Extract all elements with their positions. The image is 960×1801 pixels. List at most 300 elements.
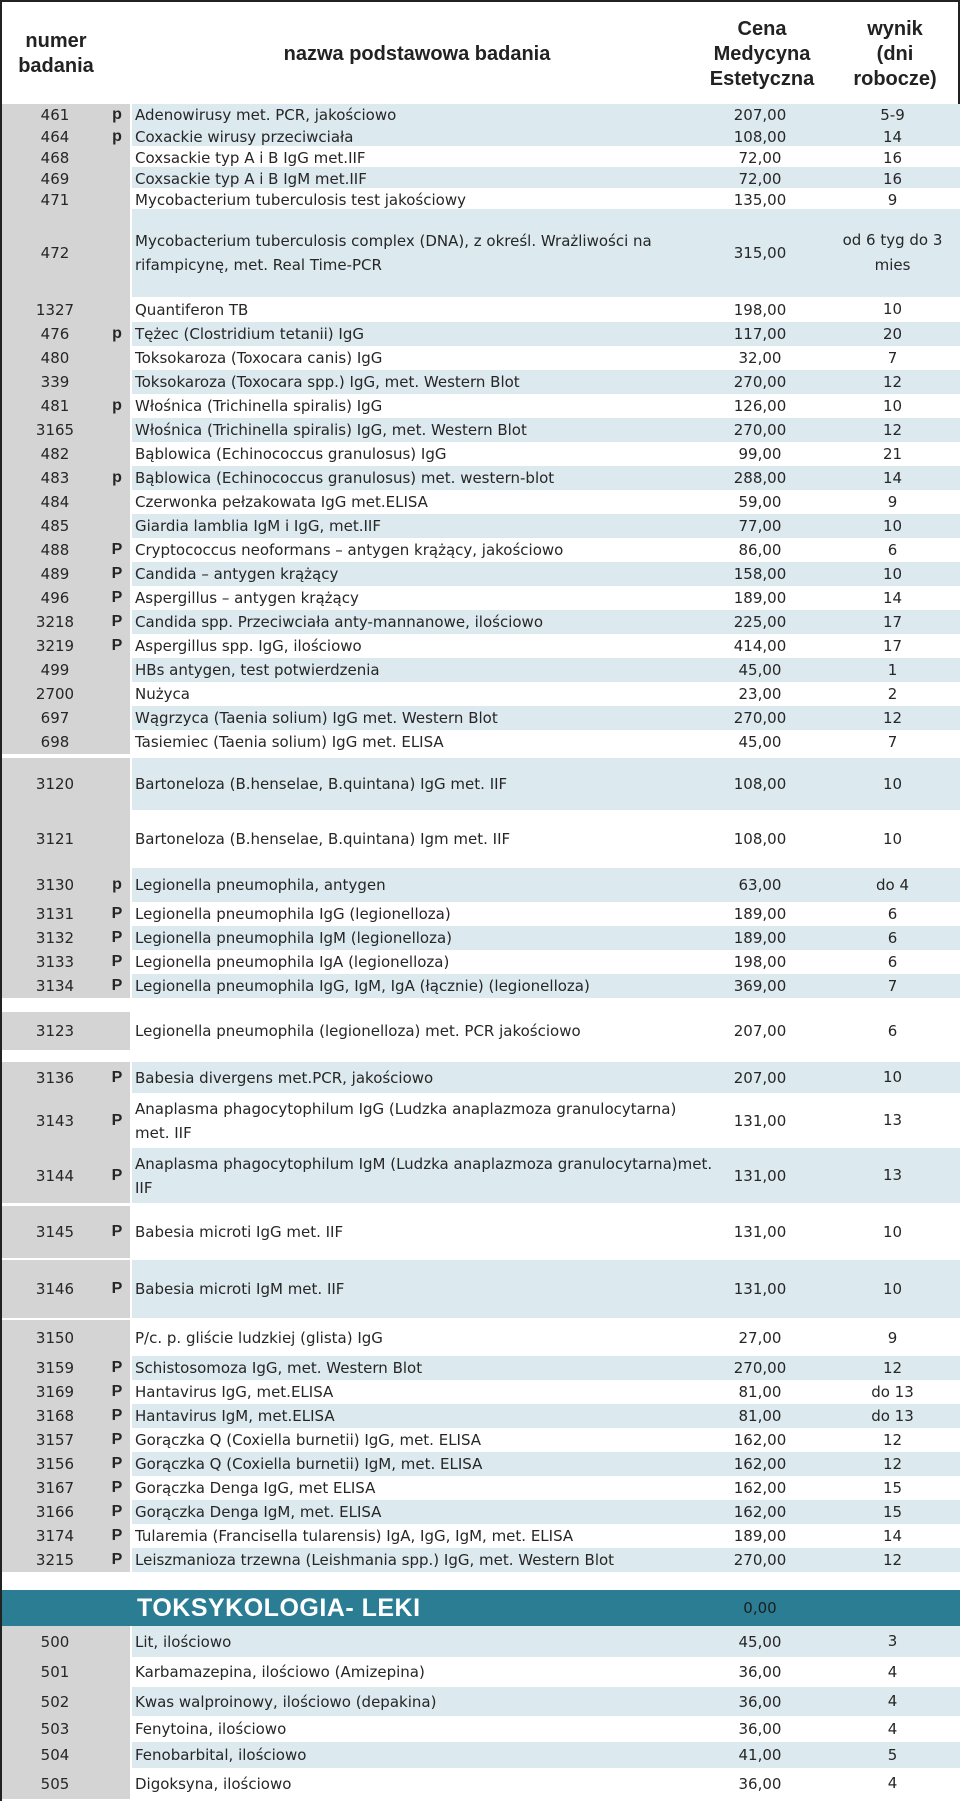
result-days: 10 [882,516,903,535]
row-number: 3123 [35,1022,75,1040]
row-number: 469 [40,170,70,188]
row-flag: P [111,1551,123,1568]
table-row [0,297,960,322]
test-name: Legionella pneumophila IgA (legionelloza) [135,953,450,971]
result-days: od 6 tyg do 3 mies [842,231,943,274]
result-days: 5-9 [880,105,905,124]
price-cell: 131,00 [733,1111,787,1130]
result-days: do 4 [875,875,909,894]
table-row [0,370,960,394]
table-row [0,1260,960,1318]
price-cell: 207,00 [733,106,787,124]
test-name: Nużyca [135,685,190,703]
price-cell: 59,00 [738,493,782,511]
test-name: Digoksyna, ilościowo [135,1774,292,1793]
test-name: Kwas walproinowy, ilościowo (depakina) [135,1692,437,1711]
table-row [0,1626,960,1657]
result-days: 6 [887,928,898,947]
result-days: 4 [887,1662,898,1681]
row-number: 3143 [35,1111,75,1130]
test-name: Bartoneloza (B.henselae, B.quintana) Igm met. IIF [135,830,511,848]
test-name: Tularemia (Francisella tularensis) IgA, IgG, IgM, met. ELISA [135,1527,574,1545]
result-days: 10 [882,1222,903,1241]
row-number: 499 [40,661,70,679]
price-cell: 270,00 [733,1551,787,1569]
row-number: 3130 [35,876,75,894]
row-flag: P [111,565,123,582]
row-number: 480 [40,349,70,367]
price-cell: 81,00 [738,1383,782,1401]
table-row [0,1093,960,1148]
row-number: 697 [40,709,70,727]
price-cell: 45,00 [738,1632,782,1651]
section-price: 0,00 [743,1599,777,1617]
table-row [0,950,960,974]
table-row [0,1380,960,1404]
row-flag: P [111,1166,123,1184]
test-name: Candida spp. Przeciwciała anty-mannanowe, ilościowo [135,613,543,631]
test-name: Babesia microti IgG met. IIF [135,1223,344,1241]
section-banner [0,1590,960,1626]
table-row [0,1657,960,1687]
result-days: 10 [882,1279,903,1298]
section-title: TOKSYKOLOGIA- LEKI [137,1594,421,1622]
row-number: 698 [40,733,70,751]
row-flag [105,682,129,706]
row-number: 461 [40,106,70,124]
table-row [0,706,960,730]
row-flag: P [111,1223,123,1240]
table-row [0,209,960,297]
table-row [0,562,960,586]
result-days: 9 [887,492,898,511]
table-row [0,1742,960,1768]
table-row [0,346,960,370]
price-cell: 36,00 [738,1692,782,1711]
test-name: Gorączka Q (Coxiella burnetii) IgG, met. ELISA [135,1431,482,1449]
test-name: Gorączka Denga IgG, met ELISA [135,1479,376,1497]
result-days: 16 [882,148,903,167]
row-flag: P [111,589,123,606]
row-number: 3165 [35,421,75,439]
header-price: Cena Medycyna Estetyczna [709,17,815,90]
row-flag [105,370,129,394]
table-row [0,466,960,490]
row-flag [105,1768,129,1799]
price-cell: 23,00 [738,685,782,703]
price-cell: 27,00 [738,1329,782,1347]
price-cell: 45,00 [738,661,782,679]
row-number: 464 [40,128,70,146]
table-row [0,868,960,902]
test-name: Anaplasma phagocytophilum IgM (Ludzka anaplazmoza granulocytarna)met. IIF [135,1154,713,1197]
row-flag [105,810,129,868]
test-name: Legionella pneumophila IgG, IgM, IgA (łącznie) (legionelloza) [135,977,590,995]
row-flag: P [111,1455,123,1472]
test-name: Włośnica (Trichinella spiralis) IgG, met. Western Blot [135,421,527,439]
table-row [0,974,960,998]
table-row [0,1404,960,1428]
table-row [0,1012,960,1050]
test-name: Fenytoina, ilościowo [135,1720,287,1738]
result-days: 17 [882,636,903,655]
result-days: 4 [887,1774,898,1792]
price-cell: 189,00 [733,905,787,923]
row-number: 468 [40,149,70,167]
table-row [0,810,960,868]
row-number: 3157 [35,1431,75,1449]
result-days: 6 [887,1021,898,1040]
table-header [0,0,960,104]
price-cell: 63,00 [738,876,782,894]
result-days: 14 [882,1526,903,1545]
row-flag [105,490,129,514]
result-days: 14 [882,468,903,487]
row-flag [105,442,129,466]
result-days: 6 [887,540,898,559]
row-number: 484 [40,493,70,511]
row-number: 3174 [35,1527,75,1545]
test-name: Leiszmanioza trzewna (Leishmania spp.) IgG, met. Western Blot [135,1551,615,1569]
test-name: Bąblowica (Echinococcus granulosus) IgG [135,445,447,463]
row-number: 481 [40,397,70,415]
test-name: Czerwonka pełzakowata IgG met.ELISA [135,493,428,511]
row-number: 472 [40,244,70,262]
table-row [0,1320,960,1356]
result-days: do 13 [871,1382,914,1401]
row-number: 485 [40,517,70,535]
result-days: 6 [887,904,898,923]
result-days: 12 [882,1358,903,1377]
row-number: 3215 [35,1551,75,1569]
row-flag: P [111,1383,123,1400]
row-flag: p [112,397,122,414]
price-cell: 108,00 [733,128,787,146]
table-row [0,514,960,538]
result-days: 3 [887,1632,898,1650]
row-number: 3219 [35,637,75,655]
test-name: Schistosomoza IgG, met. Western Blot [135,1359,423,1377]
result-days: 13 [882,1111,903,1129]
row-number: 3166 [35,1503,75,1521]
row-number: 3159 [35,1359,75,1377]
row-flag [105,706,129,730]
price-cell: 189,00 [733,1527,787,1545]
table-row [0,926,960,950]
row-flag: p [112,325,122,342]
result-days: 15 [882,1478,903,1497]
result-days: 4 [887,1719,898,1738]
price-cell: 108,00 [733,775,787,793]
test-name: Legionella pneumophila IgG (legionelloza) [135,905,451,923]
row-number: 3146 [35,1280,75,1298]
result-days: 20 [882,324,903,343]
row-number: 3218 [35,613,75,631]
row-flag: P [111,1527,123,1544]
test-name: Candida – antygen krążący [135,565,339,583]
result-days: 21 [882,444,903,463]
row-flag: p [112,469,122,486]
result-days: 12 [882,420,903,439]
table-row [0,758,960,810]
price-cell: 131,00 [733,1166,787,1185]
test-name: Bąblowica (Echinococcus granulosus) met. western-blot [135,469,555,487]
table-row [0,1524,960,1548]
row-flag: p [112,106,122,123]
row-flag [105,658,129,682]
row-flag: P [111,1431,123,1448]
row-flag [105,1320,129,1356]
price-cell: 207,00 [733,1068,787,1087]
table-row [0,1716,960,1742]
table-row [0,586,960,610]
result-days: 12 [882,372,903,391]
row-flag: p [112,876,122,893]
row-flag: P [111,1503,123,1520]
result-days: 10 [882,829,903,848]
row-number: 502 [40,1692,70,1711]
result-days: 14 [882,127,903,146]
result-days: 1 [887,660,898,679]
table-row [0,658,960,682]
row-number: 3168 [35,1407,75,1425]
row-flag [105,1742,129,1768]
price-cell: 36,00 [738,1774,782,1793]
price-cell: 108,00 [733,830,787,848]
price-cell: 77,00 [738,517,782,535]
result-days: 13 [882,1166,903,1184]
price-cell: 72,00 [738,170,782,188]
result-days: 10 [882,396,903,415]
result-days: 12 [882,708,903,727]
test-name: Mycobacterium tuberculosis test jakościowy [135,191,466,209]
table-row [0,730,960,754]
table-row [0,1428,960,1452]
test-name: Giardia lamblia IgM i IgG, met.IIF [135,517,381,535]
row-flag [105,1657,129,1687]
result-days: 17 [882,612,903,631]
result-days: 10 [882,300,903,318]
price-cell: 414,00 [733,637,787,655]
price-cell: 99,00 [738,445,782,463]
table-row [0,902,960,926]
row-number: 339 [40,373,70,391]
test-name: Gorączka Q (Coxiella burnetii) IgM, met. ELISA [135,1455,483,1473]
row-flag [105,418,129,442]
result-days: 10 [882,1068,903,1086]
row-flag [105,730,129,754]
row-number: 471 [40,191,70,209]
row-flag [105,514,129,538]
row-number: 489 [40,565,70,583]
test-name: P/c. p. gliście ludzkiej (glista) IgG [135,1329,383,1347]
price-cell: 162,00 [733,1455,787,1473]
price-cell: 72,00 [738,149,782,167]
test-name: Legionella pneumophila IgM (legionelloza) [135,929,453,947]
row-flag: P [111,1068,123,1086]
test-name: Aspergillus spp. IgG, ilościowo [135,637,362,655]
price-cell: 126,00 [733,397,787,415]
row-flag: P [111,613,123,630]
price-cell: 86,00 [738,541,782,559]
result-days: 4 [887,1692,898,1710]
row-number: 3131 [35,905,75,923]
price-cell: 270,00 [733,709,787,727]
row-flag [105,1716,129,1742]
row-number: 500 [40,1632,70,1651]
row-number: 3132 [35,929,75,947]
result-days: 9 [887,190,898,209]
test-name: Lit, ilościowo [135,1632,232,1651]
test-name: Cryptococcus neoformans – antygen krążący, jakościowo [135,541,564,559]
table-row [0,394,960,418]
test-name: Legionella pneumophila (legionelloza) met. PCR jakościowo [135,1022,581,1040]
row-number: 3134 [35,977,75,995]
table-row [0,538,960,562]
result-days: 7 [887,732,898,751]
test-name: Hantavirus IgG, met.ELISA [135,1383,334,1401]
price-cell: 158,00 [733,565,787,583]
row-flag: P [111,1479,123,1496]
price-cell: 198,00 [733,953,787,971]
row-number: 3145 [35,1223,75,1241]
price-cell: 81,00 [738,1407,782,1425]
result-days: 7 [887,348,898,367]
result-days: 5 [887,1745,898,1764]
result-days: 2 [887,684,898,703]
row-flag [105,1687,129,1716]
table-row [0,634,960,658]
price-cell: 117,00 [733,325,787,343]
row-flag: P [111,1280,123,1297]
table-row [0,104,960,126]
test-name: Toksokaroza (Toxocara canis) IgG [135,349,383,367]
row-number: 3121 [35,830,75,848]
test-name: Mycobacterium tuberculosis complex (DNA), z określ. Wrażliwości na rifampicynę, met. Real Time-PCR [135,232,652,274]
test-name: Legionella pneumophila, antygen [135,876,386,894]
row-flag [105,758,129,810]
table-row [0,682,960,706]
test-name: Fenobarbital, ilościowo [135,1746,307,1764]
result-days: 6 [887,952,898,971]
price-cell: 135,00 [733,191,787,209]
row-number: 3169 [35,1383,75,1401]
row-number: 482 [40,445,70,463]
price-cell: 270,00 [733,373,787,391]
row-number: 3144 [35,1166,75,1185]
header-name: nazwa podstawowa badania [283,42,551,65]
price-cell: 162,00 [733,1503,787,1521]
result-days: 7 [887,976,898,995]
test-name: Coxsackie typ A i B IgM met.IIF [135,170,367,188]
row-number: 3133 [35,953,75,971]
test-name: Gorączka Denga IgM, met. ELISA [135,1503,382,1521]
row-number: 1327 [35,300,75,319]
row-flag [105,1626,129,1657]
row-flag [105,346,129,370]
row-number: 496 [40,589,70,607]
row-flag: P [111,929,123,946]
result-days: 9 [887,1328,898,1347]
test-name: Anaplasma phagocytophilum IgG (Ludzka anaplazmoza granulocytarna) met. IIF [135,1099,677,1142]
price-cell: 369,00 [733,977,787,995]
row-flag: P [111,977,123,994]
table-row [0,1148,960,1203]
row-number: 476 [40,325,70,343]
result-days: 14 [882,588,903,607]
table-row [0,610,960,634]
result-days: 15 [882,1502,903,1521]
test-name: Aspergillus – antygen krążący [135,589,359,607]
row-flag: P [111,905,123,922]
test-name: Bartoneloza (B.henselae, B.quintana) IgG met. IIF [135,775,508,793]
price-cell: 131,00 [733,1223,787,1241]
test-name: Coxackie wirusy przeciwciała [135,128,354,146]
row-flag: P [111,953,123,970]
row-number: 501 [40,1663,70,1681]
row-flag [105,1012,129,1050]
table-row [0,1687,960,1716]
row-number: 504 [40,1746,70,1764]
price-cell: 207,00 [733,1022,787,1040]
price-cell: 45,00 [738,733,782,751]
price-cell: 162,00 [733,1431,787,1449]
test-name: Hantavirus IgM, met.ELISA [135,1407,335,1425]
row-number: 3150 [35,1329,75,1347]
price-cell: 198,00 [733,300,787,319]
row-number: 3120 [35,775,75,793]
test-name: Tężec (Clostridium tetanii) IgG [135,325,364,343]
test-name: Toksokaroza (Toxocara spp.) IgG, met. Western Blot [135,373,520,391]
test-name: Adenowirusy met. PCR, jakościowo [135,106,397,124]
row-number: 505 [40,1774,70,1793]
price-cell: 189,00 [733,589,787,607]
result-days: do 13 [871,1406,914,1425]
price-cell: 32,00 [738,349,782,367]
result-days: 12 [882,1454,903,1473]
table-row [0,1548,960,1572]
row-number: 3167 [35,1479,75,1497]
price-cell: 288,00 [733,469,787,487]
row-number: 483 [40,469,70,487]
test-name: Quantiferon TB [135,300,249,319]
table-row [0,1356,960,1380]
row-flag: P [111,637,123,654]
price-cell: 36,00 [738,1663,782,1681]
test-name: Karbamazepina, ilościowo (Amizepina) [135,1663,425,1681]
price-cell: 270,00 [733,421,787,439]
result-days: 10 [882,564,903,583]
row-number: 2700 [35,685,75,703]
row-flag: P [111,1407,123,1424]
price-cell: 315,00 [733,244,787,262]
row-number: 488 [40,541,70,559]
row-flag [105,209,129,297]
row-number: 503 [40,1720,70,1738]
header-result: wynik (dni robocze) [853,17,937,90]
test-name: Babesia divergens met.PCR, jakościowo [135,1068,434,1087]
table-row [0,1062,960,1093]
table-row [0,1500,960,1524]
test-name: Babesia microti IgM met. IIF [135,1280,345,1298]
result-days: 16 [882,169,903,188]
test-name: Tasiemiec (Taenia solium) IgG met. ELISA [135,733,444,751]
row-number: 3136 [35,1068,75,1087]
price-cell: 36,00 [738,1720,782,1738]
price-cell: 162,00 [733,1479,787,1497]
price-cell: 131,00 [733,1280,787,1298]
table-row [0,1476,960,1500]
